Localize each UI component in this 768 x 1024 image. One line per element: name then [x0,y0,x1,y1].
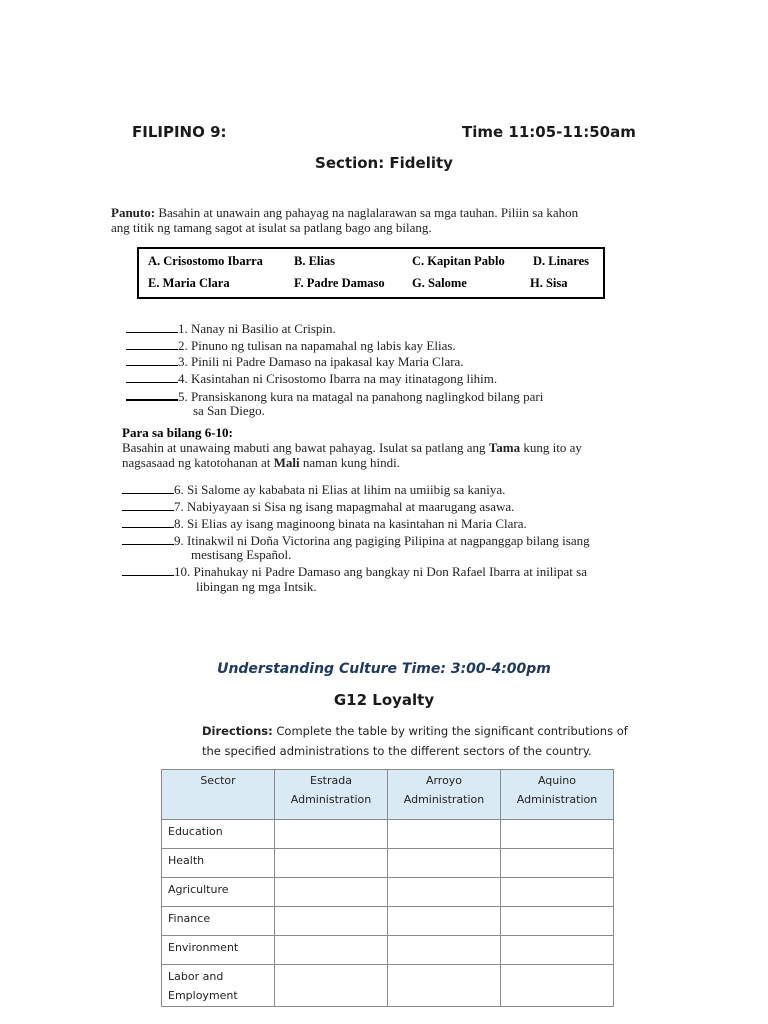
subject-label: FILIPINO 9: [132,123,227,141]
column-header-aquino: Aquino Administration [501,770,614,820]
answer-blank [126,354,178,366]
answer-blank [126,371,178,383]
choice-e: E. Maria Clara [148,276,230,290]
list-item: 7. Nabiyayaan si Sisa ng isang mapagmahal at maarugang asawa. [122,499,514,514]
table-row [162,965,614,1007]
answer-cell[interactable] [501,878,614,907]
list-item: 8. Si Elias ay isang maginoong binata na kasintahan ni Maria Clara. [122,516,527,531]
sector-cell: Labor and Employment [162,965,275,1007]
directions-text: Complete the table by writing the significant contributions of the specified administrations to the different sectors of the country. [202,724,628,758]
sector-cell: Environment [162,936,275,965]
list-item: 1. Nanay ni Basilio at Crispin. [126,321,336,336]
list-item-continuation: sa San Diego. [193,403,265,418]
answer-blank [122,533,174,545]
panuto-line1: Basahin at unawain ang pahayag na naglalarawan sa mga tauhan. Piliin sa kahon [155,205,579,220]
answer-cell[interactable] [275,965,388,1007]
table-row [162,907,614,936]
sector-cell: Education [162,820,275,849]
choices-box [137,247,605,299]
mali-keyword: Mali [273,455,300,470]
sector-cell: Finance [162,907,275,936]
list-item: 10. Pinahukay ni Padre Damaso ang bangkay ni Don Rafael Ibarra at inilipat sa [122,564,587,579]
tama-keyword: Tama [488,440,521,455]
column-header-estrada: Estrada Administration [275,770,388,820]
answer-blank [122,564,174,576]
answer-cell[interactable] [388,907,501,936]
answer-cell[interactable] [388,878,501,907]
answer-cell[interactable] [501,965,614,1007]
answer-cell[interactable] [501,907,614,936]
directions-paragraph [202,721,632,761]
table-row [162,936,614,965]
answer-blank [126,321,178,333]
choice-g: G. Salome [412,276,467,290]
answer-blank [122,516,174,528]
time-label: Time 11:05-11:50am [462,123,636,141]
table-row [162,849,614,878]
list-item-continuation: libingan ng mga Intsik. [196,579,317,594]
table-row [162,878,614,907]
choice-h: H. Sisa [530,276,568,290]
answer-blank [126,388,178,401]
table-row [162,820,614,849]
directions-label: Directions: [202,724,273,738]
class-section-title: G12 Loyalty [333,691,435,709]
list-item: 9. Itinakwil ni Doña Victorina ang pagiging Pilipina at nagpanggap bilang isang [122,533,590,548]
column-header-sector: Sector [162,770,275,820]
choice-d: D. Linares [533,254,590,268]
part2-heading: Para sa bilang 6-10: [122,425,233,440]
choice-c: C. Kapitan Pablo [412,254,505,268]
contributions-table [161,769,614,1007]
answer-cell[interactable] [275,907,388,936]
column-header-arroyo: Arroyo Administration [388,770,501,820]
list-item: 2. Pinuno ng tulisan na napamahal ng labis kay Elias. [126,338,456,353]
list-item: 5. Pransiskanong kura na matagal na panahong naglingkod bilang pari [126,388,543,404]
answer-cell[interactable] [501,849,614,878]
list-item-continuation: mestisang Español. [191,547,292,562]
answer-blank [126,338,178,350]
answer-cell[interactable] [275,820,388,849]
answer-cell[interactable] [275,849,388,878]
choice-a: A. Crisostomo Ibarra [148,254,263,268]
answer-cell[interactable] [275,936,388,965]
section-title: Section: Fidelity [315,154,453,172]
answer-cell[interactable] [388,820,501,849]
answer-blank [122,499,174,511]
sector-cell: Agriculture [162,878,275,907]
choice-b: B. Elias [294,254,335,268]
choice-f: F. Padre Damaso [294,276,385,290]
answer-cell[interactable] [501,936,614,965]
understanding-title: Understanding Culture Time: 3:00-4:00pm [217,661,551,677]
answer-cell[interactable] [275,878,388,907]
sector-cell: Health [162,849,275,878]
answer-blank [122,482,174,494]
part2-instructions: Basahin at unawaing mabuti ang bawat pahayag. Isulat sa patlang ang Tama kung ito ay nagsasaad ng katotohanan at Mali naman kung hindi. [122,440,582,470]
panuto-line2: ang titik ng tamang sagot at isulat sa patlang bago ang bilang. [111,220,432,235]
panuto-paragraph [111,205,671,235]
answer-cell[interactable] [501,820,614,849]
answer-cell[interactable] [388,936,501,965]
list-item: 6. Si Salome ay kababata ni Elias at lihim na umiibig sa kaniya. [122,482,505,497]
list-item: 4. Kasintahan ni Crisostomo Ibarra na may itinatagong lihim. [126,371,497,386]
table-header-row [162,770,614,820]
answer-cell[interactable] [388,965,501,1007]
panuto-label: Panuto: [111,205,156,220]
list-item: 3. Pinili ni Padre Damaso na ipakasal kay Maria Clara. [126,354,464,369]
answer-cell[interactable] [388,849,501,878]
